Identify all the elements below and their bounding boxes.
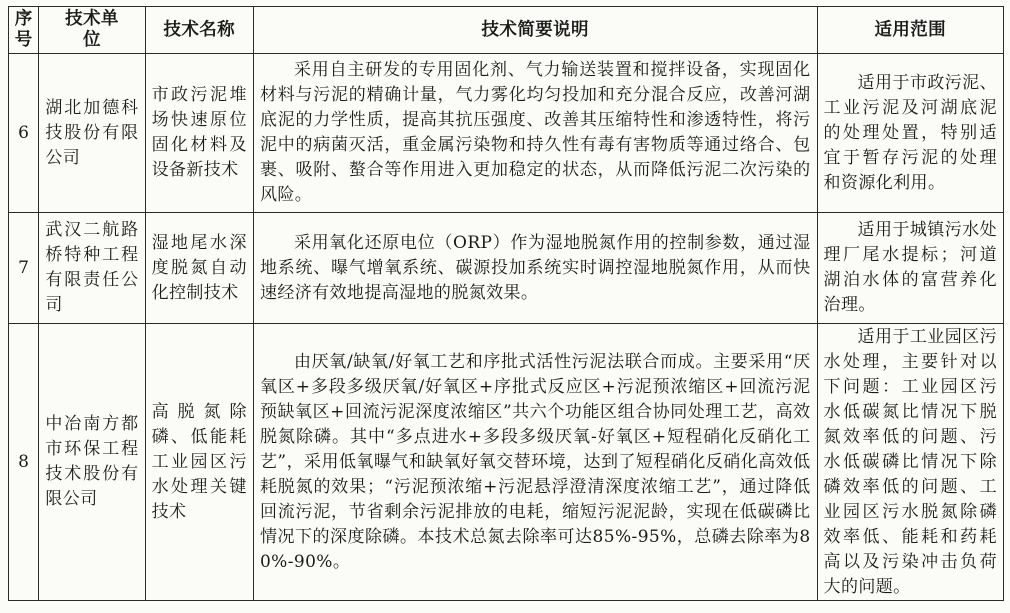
row-description-text: 采用氧化还原电位（ORP）作为湿地脱氮作用的控制参数，通过湿地系统、曝气增氧系统、碳源投加系统实时调控湿地脱氮作用，从而快速经济有效地提高湿地的脱氮效果。 [259,232,811,303]
technology-table [8,6,1004,601]
header-name: 技术名称 [145,7,253,54]
row-description-text: 采用自主研发的专用固化剂、气力输送装置和搅拌设备，实现固化材料与污泥的精确计量，气力雾化均匀投加和充分混合反应，改善河湖底泥的力学性质，提高其抗压强度、改善其压缩特性和渗透特性，将污泥中的病菌灭活，重金属污染物和持久性有毒有害物质等通过络合、包裹、吸附、螯合等作用进入更加稳定的状态，从而降低污泥二次污染的风险。 [259,60,811,205]
table-header-row [9,7,1004,54]
row-unit: 湖北加德科技股份有限公司 [39,54,145,213]
row-tech-name: 湿地尾水深度脱氮自动化控制技术 [145,213,253,324]
header-scope: 适用范围 [817,7,1003,54]
table-row [9,213,1004,324]
row-scope [817,324,1003,601]
row-scope-text: 适用于市政污泥、工业污泥及河湖底泥的处理处置，特别适宜于暂存污泥的处理和资源化利用。 [823,72,997,193]
row-scope-text: 适用于城镇污水处理厂尾水提标；河道湖泊水体的富营养化治理。 [823,220,997,315]
row-no: 7 [9,213,39,324]
row-description [253,324,817,601]
table-row [9,54,1004,213]
row-tech-name: 高脱氮除磷、低能耗工业园区污水处理关键技术 [145,324,253,601]
row-description [253,54,817,213]
row-no: 6 [9,54,39,213]
row-unit: 武汉二航路桥特种工程有限责任公司 [39,213,145,324]
table-row [9,324,1004,601]
row-scope-text: 适用于工业园区污水处理，主要针对以下问题：工业园区污水低碳氮比情况下脱氮效率低的问题、污水低碳磷比情况下除磷效率低的问题、工业园区污水脱氮除磷效率低、能耗和药耗高以及污染冲击负荷大的问题。 [823,326,997,597]
row-no: 8 [9,324,39,601]
header-desc: 技术简要说明 [253,7,817,54]
header-unit: 技术单位 [39,7,145,54]
row-scope [817,54,1003,213]
row-description-text: 由厌氧/缺氧/好氧工艺和序批式活性污泥法联合而成。主要采用“厌氧区+多段多级厌氧/好氧区+序批式反应区+污泥预浓缩区+回流污泥预缺氧区+回流污泥深度浓缩区”共六个功能区组合协同处理工艺，高效脱氮除磷。其中“多点进水+多段多级厌氧-好氧区+短程硝化反硝化工艺”，采用低氧曝气和缺氧好氧交替环境，达到了短程硝化反硝化高效低耗脱氮的效果；“污泥预浓缩+污泥悬浮澄清深度浓缩工艺”，通过降低回流污泥，节省剩余污泥排放的电耗，缩短污泥泥龄，实现在低碳磷比情况下的深度除磷。本技术总氮去除率可达85%-95%，总磷去除率为80%-90%。 [259,351,811,572]
row-unit: 中冶南方都市环保工程技术股份有限公司 [39,324,145,601]
row-scope [817,213,1003,324]
row-description [253,213,817,324]
header-no: 序号 [9,7,39,54]
row-tech-name: 市政污泥堆场快速原位固化材料及设备新技术 [145,54,253,213]
